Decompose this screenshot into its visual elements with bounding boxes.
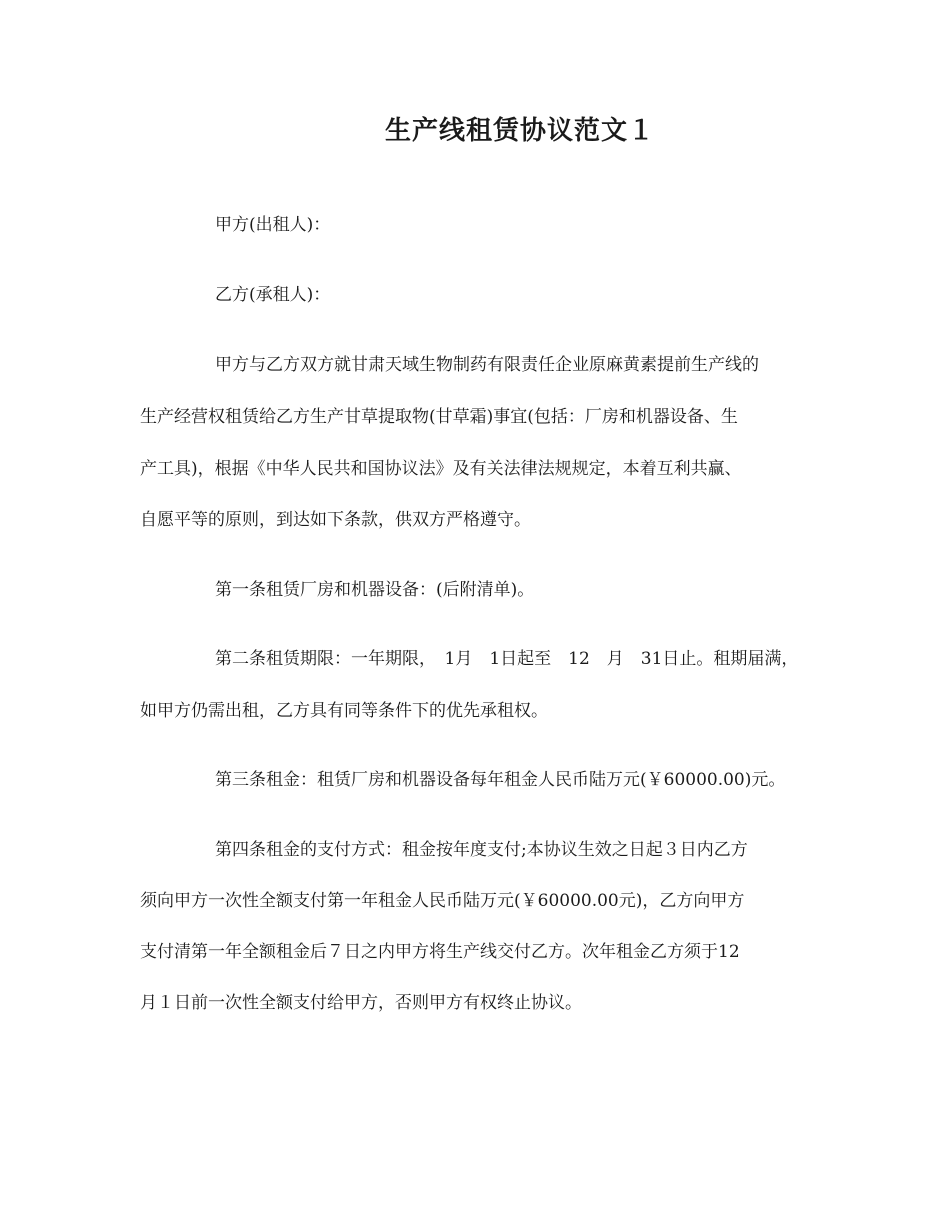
article-2-line-1: 第二条租赁期限：一年期限， 1月 1日起至 12 月 31日止。租期届满， [215, 649, 799, 669]
preamble-line-4: 自愿平等的原则，到达如下条款，供双方严格遵守。 [140, 510, 531, 530]
preamble-line-1: 甲方与乙方双方就甘肃天域生物制药有限责任企业原麻黄素提前生产线的 [215, 355, 759, 375]
party-b-line: 乙方(承租人)： [215, 285, 331, 305]
article-4-line-1: 第四条租金的支付方式：租金按年度支付;本协议生效之日起３日内乙方 [215, 840, 748, 860]
preamble-line-3: 产工具)，根据《中华人民共和国协议法》及有关法律法规规定，本着互利共赢、 [140, 459, 742, 479]
article-4-line-4: 月１日前一次性全额支付给甲方，否则甲方有权终止协议。 [140, 993, 582, 1013]
article-4-line-2: 须向甲方一次性全额支付第一年租金人民币陆万元(￥60000.00元)，乙方向甲方 [140, 891, 745, 911]
article-2-line-2: 如甲方仍需出租，乙方具有同等条件下的优先承租权。 [140, 701, 548, 721]
article-1-line: 第一条租赁厂房和机器设备：(后附清单)。 [215, 580, 535, 600]
document-title: 生产线租赁协议范文１ [385, 116, 656, 146]
party-a-line: 甲方(出租人)： [215, 215, 331, 235]
article-3-line: 第三条租金：租赁厂房和机器设备每年租金人民币陆万元(￥60000.00)元。 [215, 770, 786, 790]
article-4-line-3: 支付清第一年全额租金后７日之内甲方将生产线交付乙方。次年租金乙方须于12 [140, 942, 740, 962]
preamble-line-2: 生产经营权租赁给乙方生产甘草提取物(甘草霜)事宜(包括：厂房和机器设备、生 [140, 407, 738, 427]
